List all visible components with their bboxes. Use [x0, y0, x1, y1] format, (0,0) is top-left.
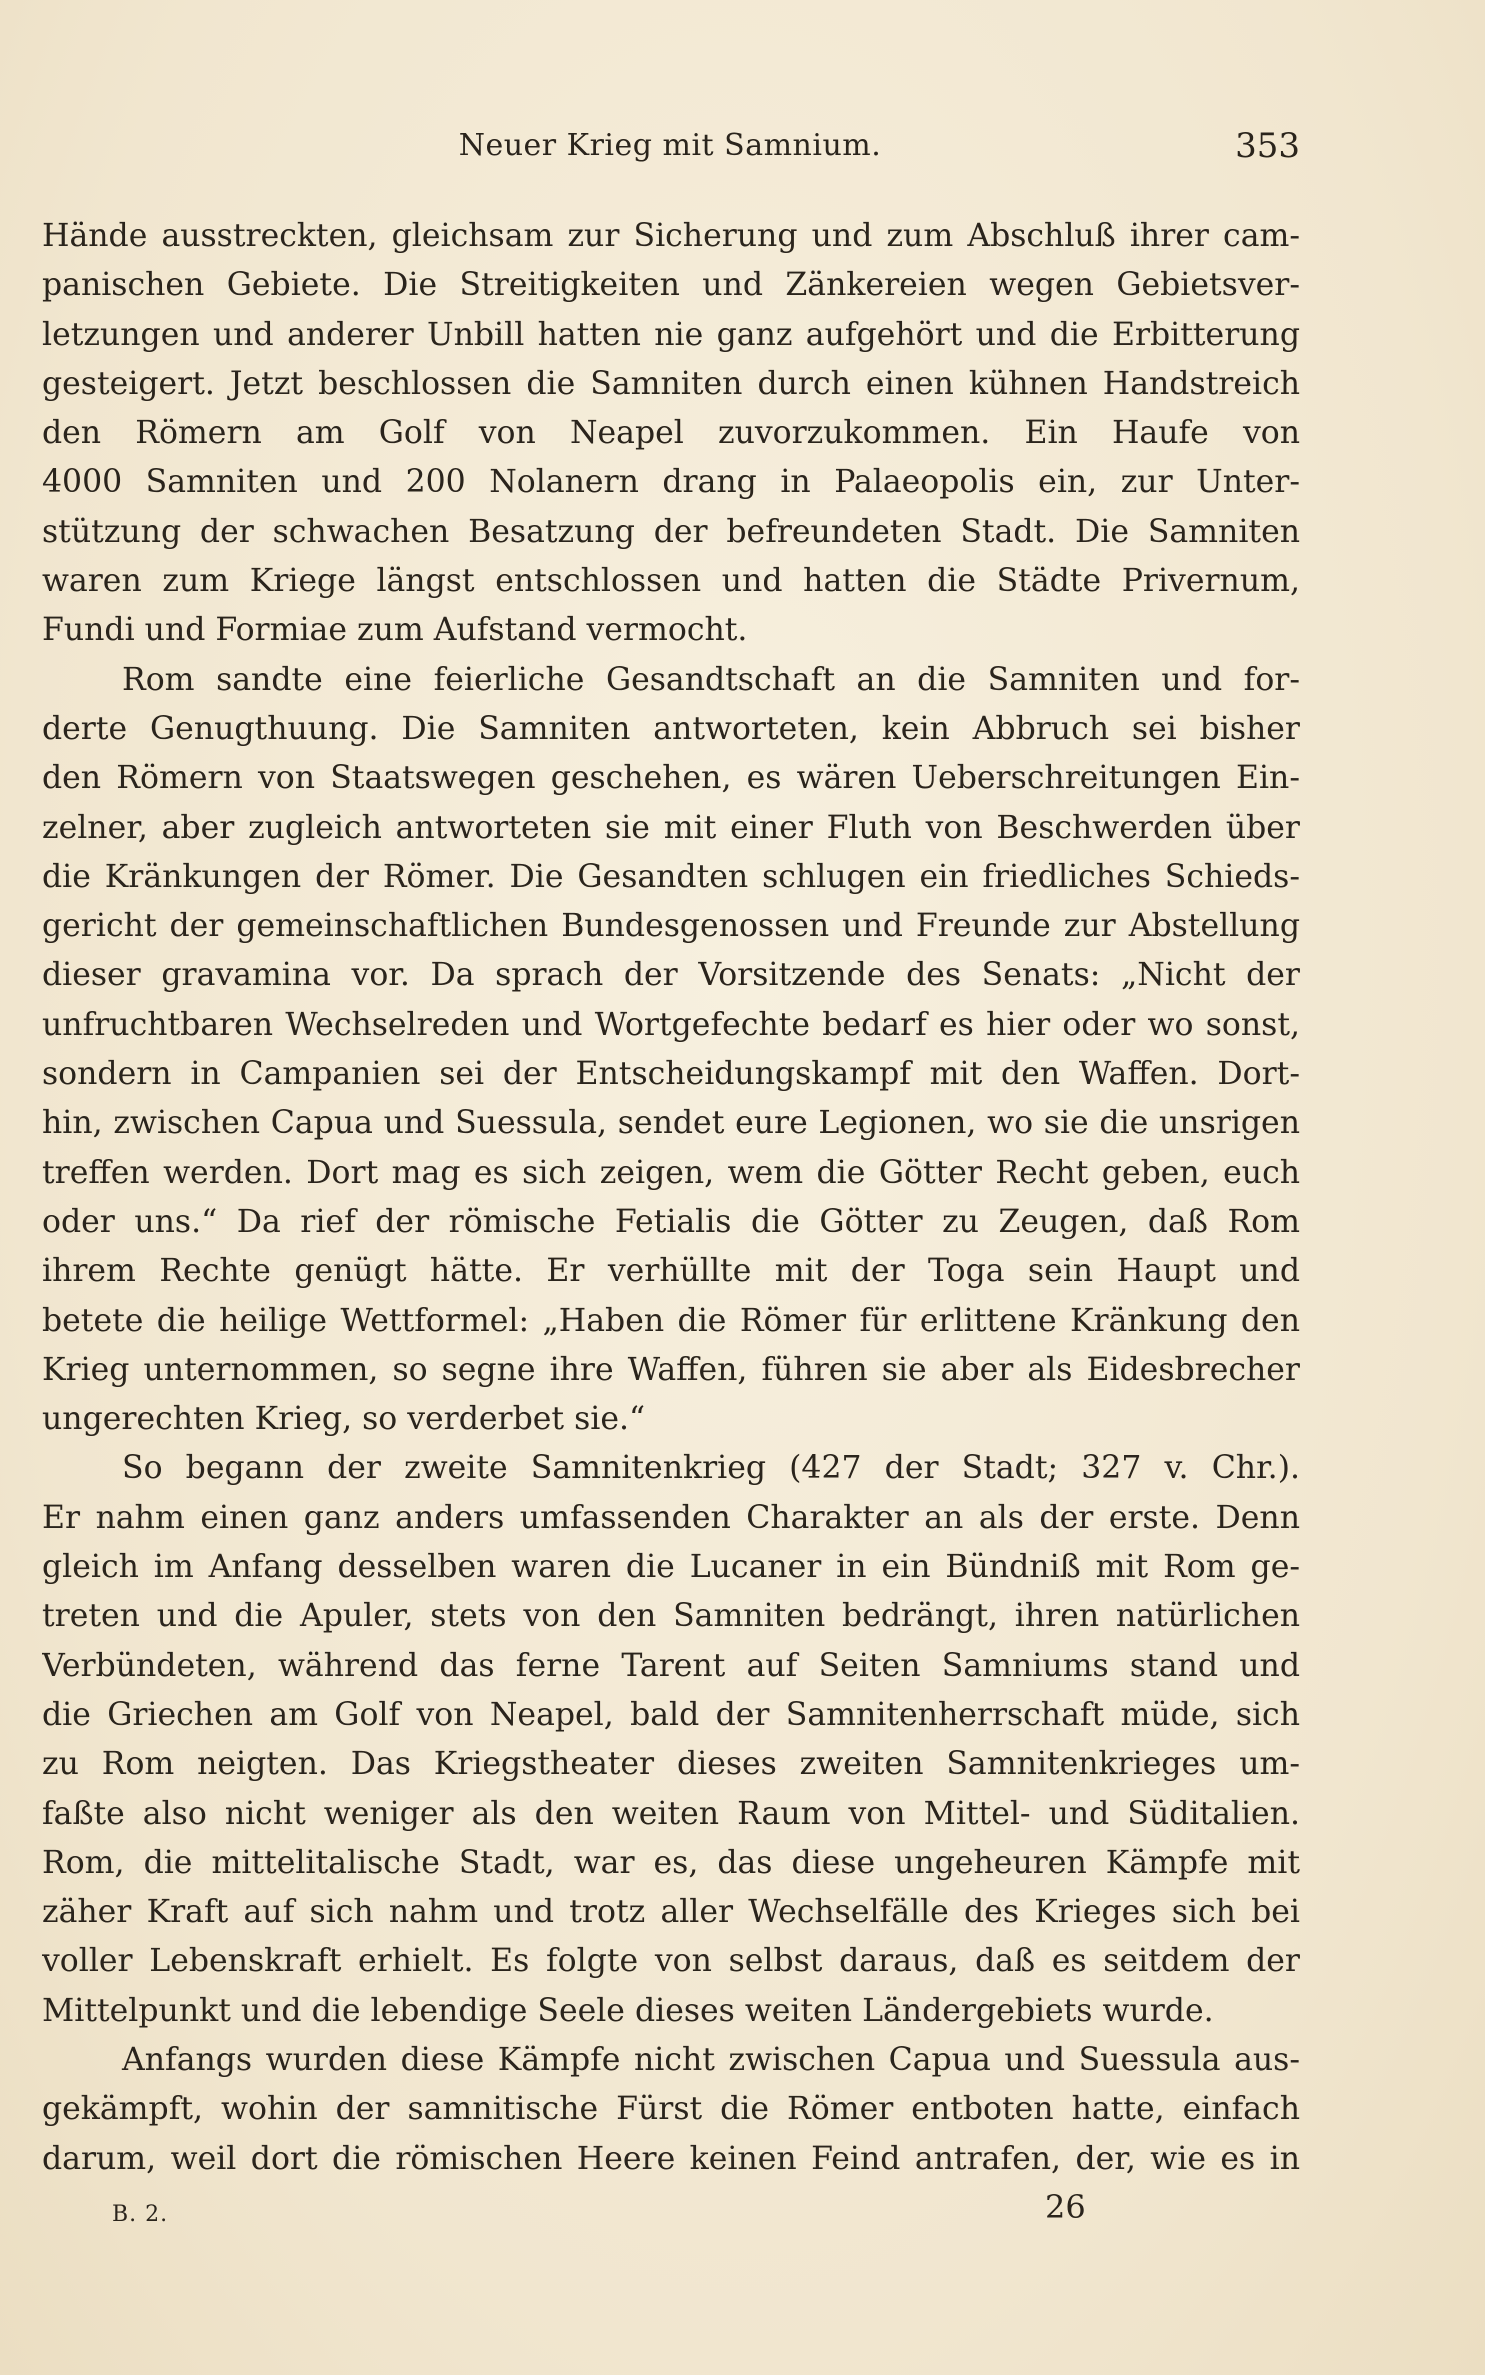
text-line: darum, weil dort die römischen Heere keinen Feind antrafen, der, wie es in [42, 2140, 1300, 2177]
page-header [40, 128, 1300, 172]
text-line: Rom sandte eine feierliche Gesandtschaft an die Samniten und for- [122, 661, 1300, 698]
text-line: gleich im Anfang desselben waren die Lucaner in ein Bündniß mit Rom ge- [42, 1549, 1300, 1586]
text-line: So begann der zweite Samnitenkrieg (427 der Stadt; 327 v. Chr.). [122, 1450, 1300, 1487]
text-line: Er nahm einen ganz anders umfassenden Charakter an als der erste. Denn [42, 1499, 1300, 1536]
body-text [42, 212, 1300, 2184]
text-line: treten und die Apuler, stets von den Samniten bedrängt, ihren natürlichen [42, 1598, 1300, 1635]
text-line: faßte also nicht weniger als den weiten Raum von Mittel- und Süditalien. [42, 1795, 1300, 1832]
text-line: voller Lebenskraft erhielt. Es folgte von selbst daraus, daß es seitdem der [42, 1943, 1300, 1980]
text-line: dieser gravamina vor. Da sprach der Vorsitzende des Senats: „Nicht der [42, 957, 1300, 994]
text-line: waren zum Kriege längst entschlossen und hatten die Städte Privernum, [42, 563, 1300, 600]
text-line: den Römern von Staatswegen geschehen, es wären Ueberschreitungen Ein- [42, 760, 1300, 797]
text-line: oder uns.“ Da rief der römische Fetialis die Götter zu Zeugen, daß Rom [42, 1203, 1300, 1240]
page-number: 353 [1235, 126, 1300, 166]
text-line: hin, zwischen Capua und Suessula, sendet eure Legionen, wo sie die unsrigen [42, 1105, 1300, 1142]
text-line: derte Genugthuung. Die Samniten antworteten, kein Abbruch sei bisher [42, 710, 1300, 747]
text-line: betete die heilige Wettformel: „Haben die Römer für erlittene Kränkung den [42, 1302, 1300, 1339]
page-footer [40, 2188, 1300, 2238]
printer-signature: B. 2. [112, 2202, 169, 2227]
sheet-number: 26 [1045, 2188, 1086, 2226]
text-line: ihrem Rechte genügt hätte. Er verhüllte mit der Toga sein Haupt und [42, 1253, 1300, 1290]
running-title: Neuer Krieg mit Samnium. [458, 128, 882, 163]
text-line: Mittelpunkt und die lebendige Seele dieses weiten Ländergebiets wurde. [42, 1992, 1214, 2029]
text-line: Krieg unternommen, so segne ihre Waffen, führen sie aber als Eidesbrecher [42, 1351, 1300, 1388]
text-line: panischen Gebiete. Die Streitigkeiten und Zänkereien wegen Gebietsver- [42, 267, 1300, 304]
text-line: gericht der gemeinschaftlichen Bundesgenossen und Freunde zur Abstellung [42, 908, 1300, 945]
text-line: sondern in Campanien sei der Entscheidungskampf mit den Waffen. Dort- [42, 1056, 1300, 1093]
text-line: stützung der schwachen Besatzung der befreundeten Stadt. Die Samniten [42, 513, 1300, 550]
text-line: zäher Kraft auf sich nahm und trotz aller Wechselfälle des Krieges sich bei [42, 1894, 1300, 1931]
text-line: Anfangs wurden diese Kämpfe nicht zwischen Capua und Suessula aus- [122, 2041, 1300, 2078]
text-line: 4000 Samniten und 200 Nolanern drang in Palaeopolis ein, zur Unter- [42, 464, 1300, 501]
text-line: zelner, aber zugleich antworteten sie mit einer Fluth von Beschwerden über [42, 809, 1300, 846]
text-line: Hände ausstreckten, gleichsam zur Sicherung und zum Abschluß ihrer cam- [42, 218, 1300, 254]
text-line: Fundi und Formiae zum Aufstand vermocht. [42, 612, 748, 649]
text-line: Verbündeten, während das ferne Tarent auf Seiten Samniums stand und [42, 1647, 1300, 1684]
text-line: die Griechen am Golf von Neapel, bald der Samnitenherrschaft müde, sich [42, 1696, 1300, 1733]
text-line: die Kränkungen der Römer. Die Gesandten schlugen ein friedliches Schieds- [42, 858, 1300, 895]
text-line: gesteigert. Jetzt beschlossen die Samniten durch einen kühnen Handstreich [42, 365, 1300, 402]
text-line: unfruchtbaren Wechselreden und Wortgefechte bedarf es hier oder wo sonst, [42, 1006, 1300, 1043]
text-line: zu Rom neigten. Das Kriegstheater dieses zweiten Samnitenkrieges um- [42, 1746, 1300, 1783]
text-line: letzungen und anderer Unbill hatten nie ganz aufgehört und die Erbitterung [42, 316, 1300, 353]
text-line: treffen werden. Dort mag es sich zeigen, wem die Götter Recht geben, euch [42, 1154, 1300, 1191]
text-line: gekämpft, wohin der samnitische Fürst die Römer entboten hatte, einfach [42, 2091, 1300, 2128]
text-line: den Römern am Golf von Neapel zuvorzukommen. Ein Haufe von [42, 415, 1300, 452]
text-line: Rom, die mittelitalische Stadt, war es, das diese ungeheuren Kämpfe mit [42, 1844, 1300, 1881]
text-line: ungerechten Krieg, so verderbet sie.“ [42, 1401, 646, 1438]
